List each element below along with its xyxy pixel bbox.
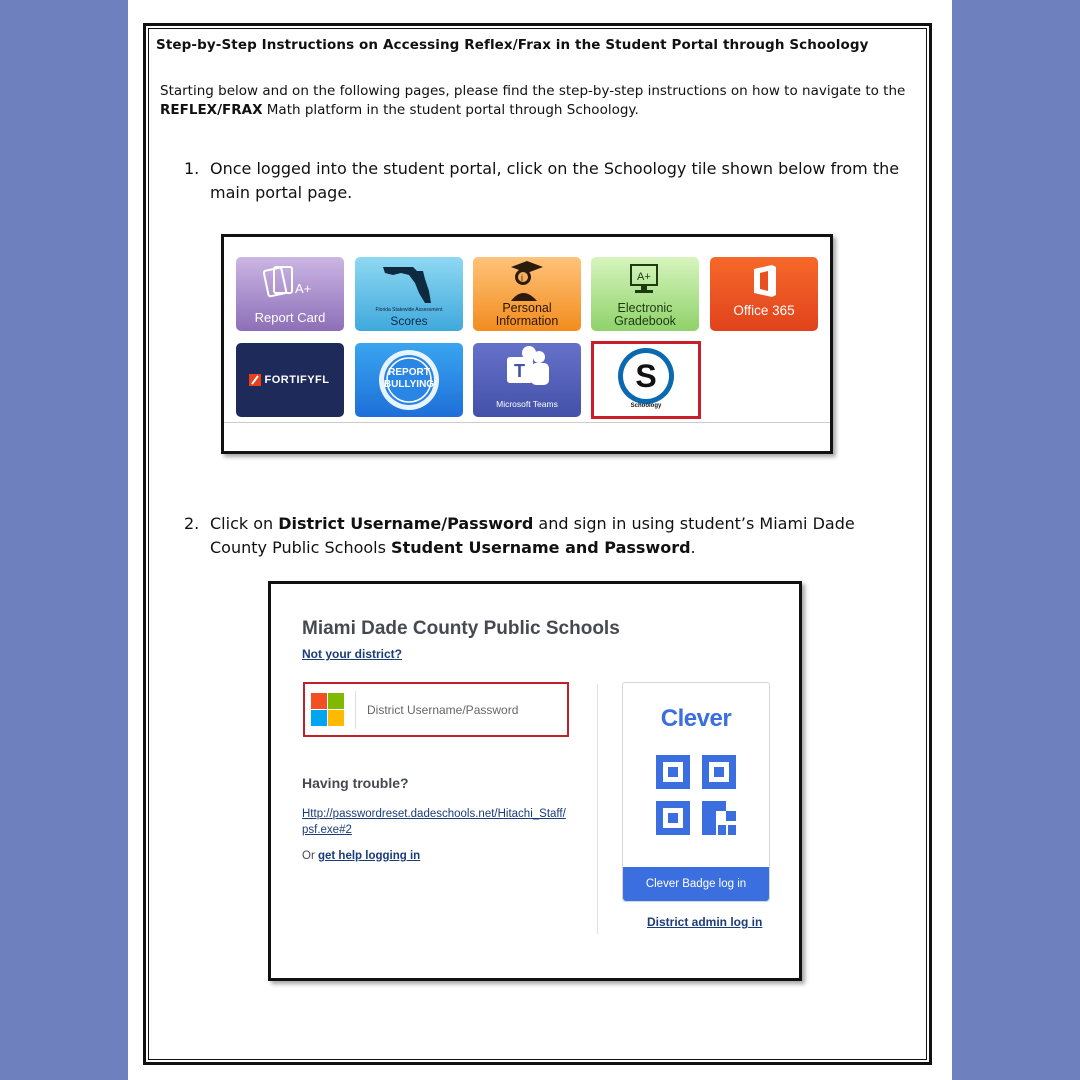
step-text-part: Click on <box>210 514 279 533</box>
svg-text:T: T <box>514 361 525 381</box>
portal-screenshot <box>221 234 833 454</box>
microsoft-teams-tile[interactable] <box>473 343 581 417</box>
step-bold-district: District Username/Password <box>278 514 534 533</box>
tile-label: REPORT BULLYING <box>383 367 435 390</box>
step-number: 1. <box>184 159 200 178</box>
step-bold-credentials: Student Username and Password <box>391 538 691 557</box>
fortifyfl-tile[interactable] <box>236 343 344 417</box>
electronic-gradebook-tile[interactable] <box>591 257 699 331</box>
schoology-icon <box>594 344 698 406</box>
district-title: Miami Dade County Public Schools <box>302 618 620 639</box>
district-admin-login-link[interactable]: District admin log in <box>647 915 763 929</box>
tile-label: Electronic Gradebook <box>614 301 676 328</box>
svg-text:A+: A+ <box>637 271 651 283</box>
clever-card <box>622 682 770 902</box>
step-text <box>210 512 914 560</box>
step-text: Once logged into the student portal, click on the Schoology tile shown below from the main portal page. <box>210 159 900 202</box>
intro-text: Starting below and on the following pages, please find the step-by-step instructions on how to navigate to the <box>160 83 906 99</box>
clever-logo: Clever <box>660 705 732 732</box>
password-reset-link[interactable]: Http://passwordreset.dadeschools.net/Hitachi_Staff/psf.exe#2 <box>302 808 566 836</box>
clever-badge-login-button[interactable]: Clever Badge log in <box>623 867 769 901</box>
district-login-label: District Username/Password <box>367 703 519 717</box>
tile-label: Report Card <box>254 310 326 325</box>
office-365-tile[interactable] <box>710 257 818 331</box>
office-icon <box>710 257 818 307</box>
svg-text:i: i <box>521 273 523 283</box>
or-text: Or <box>302 850 315 862</box>
gradebook-monitor-icon <box>591 257 699 303</box>
step-text-part: and sign in using student’s Miami Dade County Public Schools <box>210 514 855 557</box>
district-login-button[interactable] <box>303 682 569 737</box>
help-line <box>302 850 420 862</box>
step-text-part: . <box>690 538 696 557</box>
vertical-divider <box>597 684 598 934</box>
teams-icon <box>473 343 581 393</box>
personal-information-tile[interactable] <box>473 257 581 331</box>
login-screenshot <box>268 581 802 981</box>
intro-paragraph <box>160 82 920 120</box>
tile-label: Office 365 <box>733 303 795 318</box>
step-1 <box>184 157 914 205</box>
graduate-icon <box>473 257 581 303</box>
document-heading: Step-by-Step Instructions on Accessing Reflex/Frax in the Student Portal through Schoology <box>156 37 869 53</box>
intro-text-end: Math platform in the student portal through Schoology. <box>262 102 639 118</box>
intro-bold: REFLEX/FRAX <box>160 102 263 118</box>
report-card-icon <box>236 257 344 307</box>
tile-label: Scores <box>390 314 428 328</box>
divider <box>224 422 830 423</box>
tile-label: Schoology <box>630 403 662 409</box>
scores-tile[interactable] <box>355 257 463 331</box>
report-card-tile[interactable] <box>236 257 344 331</box>
schoology-tile[interactable] <box>591 341 701 419</box>
step-2 <box>184 512 914 560</box>
not-your-district-link[interactable]: Not your district? <box>302 647 403 661</box>
qr-code-icon <box>656 755 736 835</box>
step-number: 2. <box>184 514 200 533</box>
microsoft-icon <box>311 693 345 727</box>
tile-sublabel: Florida Statewide Assessment <box>375 307 443 313</box>
tile-label: FORTIFYFL <box>264 374 330 386</box>
having-trouble-heading: Having trouble? <box>302 775 409 791</box>
tile-label: Microsoft Teams <box>496 399 558 409</box>
florida-map-icon <box>355 257 463 307</box>
report-bullying-tile[interactable] <box>355 343 463 417</box>
divider <box>355 691 356 729</box>
svg-text:A+: A+ <box>295 281 312 296</box>
svg-text:S: S <box>635 358 657 394</box>
tile-label: Personal Information <box>495 301 559 328</box>
get-help-link[interactable]: get help logging in <box>317 850 421 862</box>
